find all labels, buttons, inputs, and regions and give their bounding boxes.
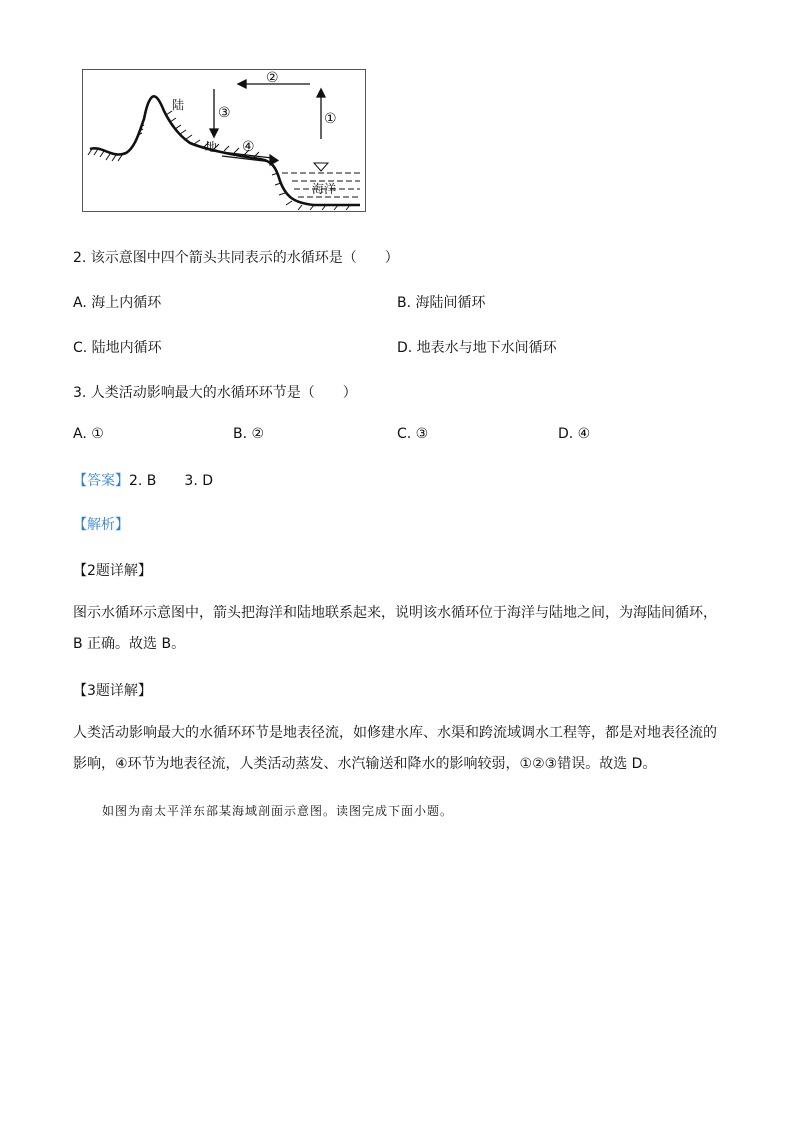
- answer-text: 2. B 3. D: [129, 473, 213, 489]
- detail-2-tag: 【2题详解】: [73, 563, 152, 579]
- detail-2-line-2: B 正确。故选 B。: [73, 636, 186, 652]
- water-cycle-diagram: [82, 69, 366, 212]
- q3-option-d: D. ④: [558, 426, 591, 442]
- detail-3-tag: 【3题详解】: [73, 683, 152, 699]
- next-question-intro: 如图为南太平洋东部某海域剖面示意图。读图完成下面小题。: [102, 804, 454, 818]
- label-haiyang: 海洋: [312, 182, 337, 196]
- answer-tag: 【答案】: [73, 473, 129, 489]
- answer-line: [73, 470, 213, 490]
- label-lu: 陆: [172, 98, 185, 112]
- q2-option-a: A. 海上内循环: [73, 295, 162, 311]
- detail-2-paragraph: [73, 598, 723, 660]
- label-arrow-1: ①: [324, 111, 337, 127]
- detail-3-line-1: 人类活动影响最大的水循环环节是地表径流，如修建水库、水渠和跨流域调水工程等，都是对地表径流的: [73, 725, 717, 741]
- label-arrow-4: ④: [242, 139, 255, 155]
- label-arrow-2: ②: [266, 70, 279, 86]
- q2-option-d: D. 地表水与地下水间循环: [397, 340, 557, 356]
- q3-option-c: C. ③: [397, 426, 429, 442]
- question-2-stem: 2. 该示意图中四个箭头共同表示的水循环是（ ）: [73, 250, 399, 266]
- detail-3-paragraph: [73, 718, 723, 780]
- q2-option-b: B. 海陆间循环: [397, 295, 486, 311]
- question-3-stem: 3. 人类活动影响最大的水循环环节是（ ）: [73, 385, 357, 401]
- label-di: 地: [205, 140, 218, 154]
- detail-3-line-2: 影响，④环节为地表径流，人类活动蒸发、水汽输送和降水的影响较弱，①②③错误。故选 D。: [73, 756, 657, 772]
- analysis-tag: 【解析】: [73, 517, 129, 533]
- detail-2-line-1: 图示水循环示意图中，箭头把海洋和陆地联系起来，说明该水循环位于海洋与陆地之间，为海陆间循环，: [73, 605, 717, 621]
- q3-option-b: B. ②: [233, 426, 265, 442]
- label-arrow-3: ③: [218, 105, 231, 121]
- q3-option-a: A. ①: [73, 426, 104, 442]
- q2-option-c: C. 陆地内循环: [73, 340, 162, 356]
